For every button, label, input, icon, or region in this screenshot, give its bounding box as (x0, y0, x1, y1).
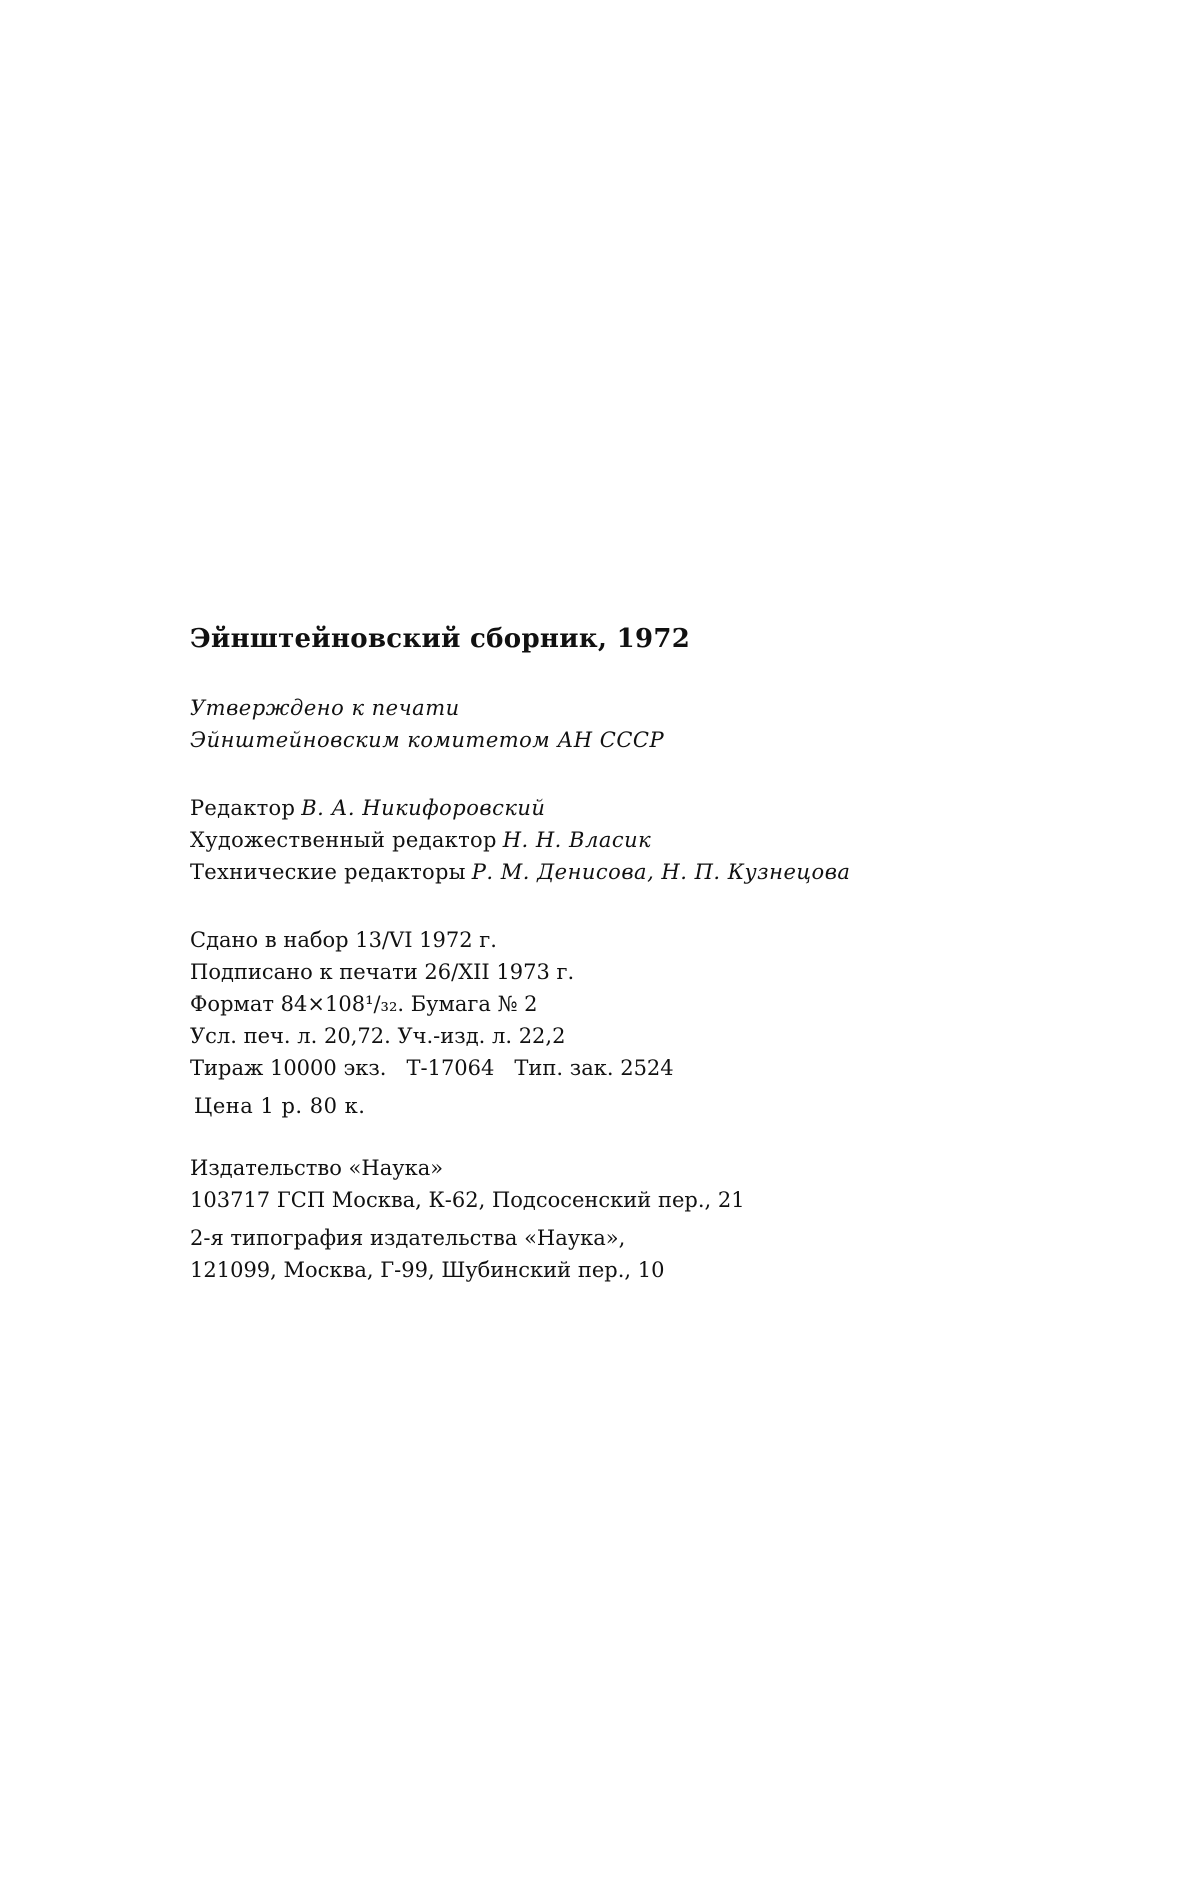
signed-date: Подписано к печати 26/XII 1973 г. (190, 960, 575, 984)
print-specs-block (190, 924, 1150, 1084)
print-run: Тираж 10000 экз. Т-17064 Тип. зак. 2524 (190, 1056, 674, 1080)
publisher-name: Издательство «Наука» (190, 1156, 444, 1180)
editors-block (190, 792, 1150, 888)
art-editor-line (190, 824, 1150, 856)
typeset-date: Сдано в набор 13/VI 1972 г. (190, 928, 497, 952)
art-editor-role: Художественный редактор (190, 828, 497, 852)
sheet-counts: Усл. печ. л. 20,72. Уч.-изд. л. 22,2 (190, 1024, 566, 1048)
book-title: Эйнштейновский сборник, 1972 (190, 624, 691, 654)
price: Цена 1 р. 80 к. (194, 1094, 366, 1118)
approval-line-1: Утверждено к печати (190, 696, 460, 720)
printer-address: 121099, Москва, Г-99, Шубинский пер., 10 (190, 1258, 665, 1282)
imprint-page (190, 622, 1150, 1286)
tech-editors-line (190, 856, 1150, 888)
tech-editors-role: Технические редакторы (190, 860, 466, 884)
format-paper: Формат 84×108¹/₃₂. Бумага № 2 (190, 992, 538, 1016)
tech-editors-names: Р. М. Денисова, Н. П. Кузнецова (471, 860, 851, 884)
printer-block (190, 1222, 1150, 1286)
art-editor-name: Н. Н. Власик (502, 828, 652, 852)
publisher-address: 103717 ГСП Москва, К-62, Подсосенский пер., 21 (190, 1188, 745, 1212)
approval-line-2: Эйнштейновским комитетом АН СССР (190, 728, 665, 752)
approval-note (190, 692, 1150, 756)
publisher-block (190, 1152, 1150, 1216)
editor-name: В. А. Никифоровский (301, 796, 546, 820)
printer-name: 2-я типография издательства «Наука», (190, 1226, 626, 1250)
editor-line (190, 792, 1150, 824)
editor-role: Редактор (190, 796, 296, 820)
